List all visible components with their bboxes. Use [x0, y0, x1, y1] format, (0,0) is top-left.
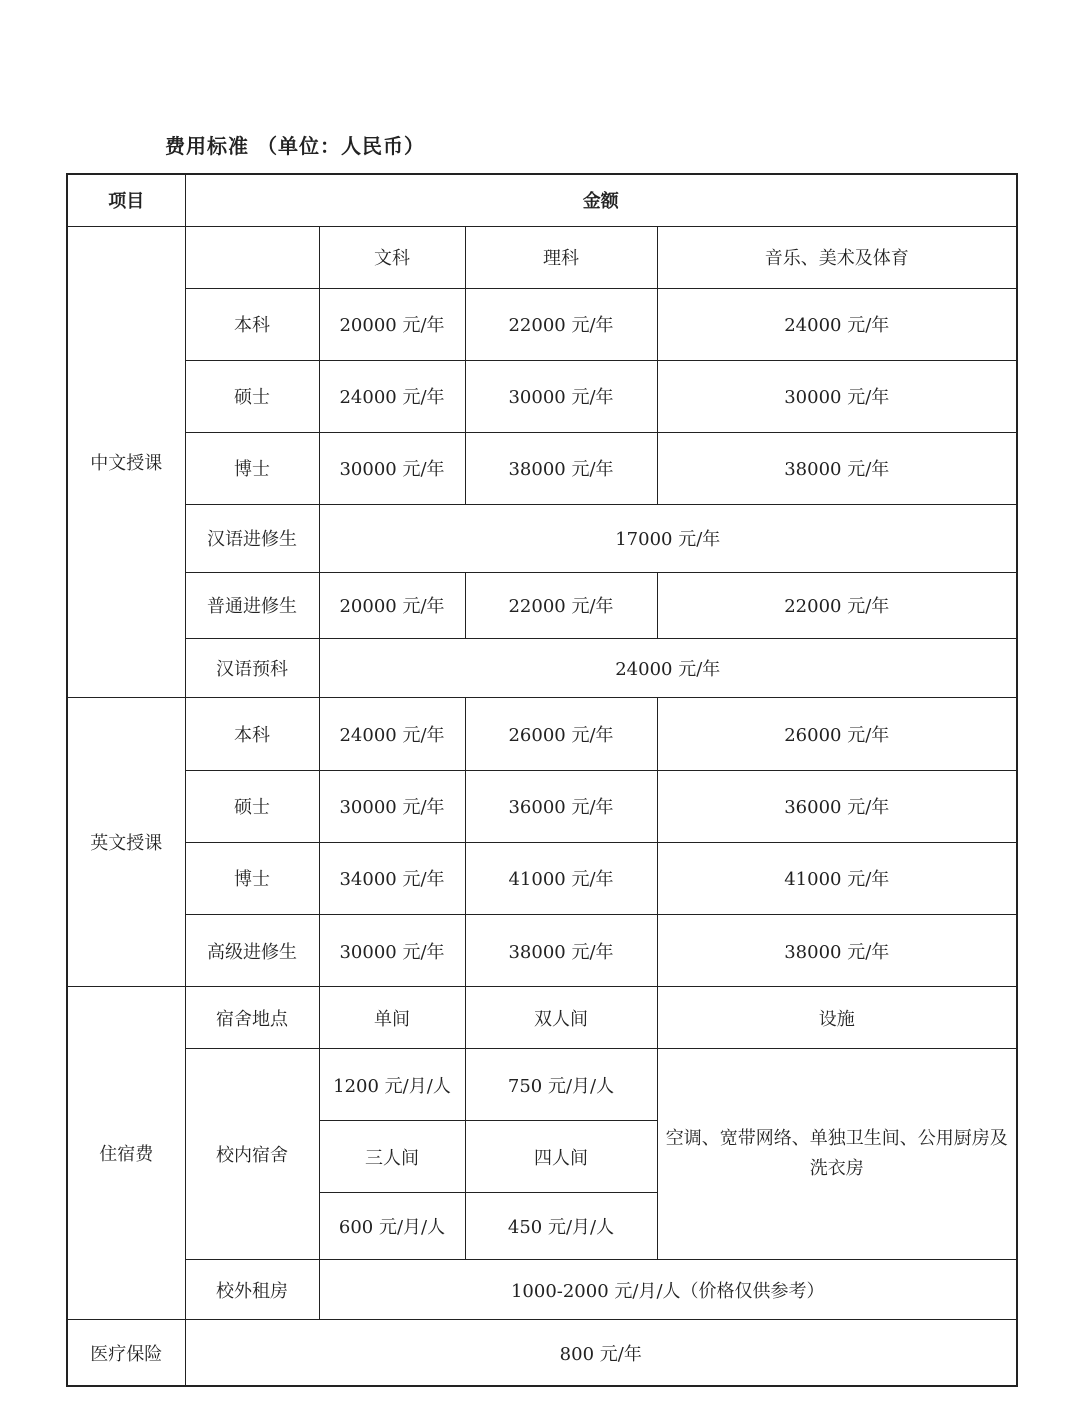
- table-row: [67, 226, 1017, 288]
- fee-cell: 30000 元/年: [465, 360, 657, 432]
- row-label: 本科: [185, 697, 319, 770]
- table-row: [67, 288, 1017, 360]
- fee-cell: 22000 元/年: [465, 288, 657, 360]
- table-row: [67, 504, 1017, 572]
- price-cell: 750 元/月/人: [465, 1049, 657, 1121]
- price-cell: 1000-2000 元/月/人（价格仅供参考）: [319, 1260, 1017, 1320]
- row-label: 普通进修生: [185, 572, 319, 638]
- fee-cell: 38000 元/年: [465, 915, 657, 987]
- table-header-row: [67, 174, 1017, 226]
- column-header: 设施: [657, 987, 1017, 1049]
- fee-cell: 41000 元/年: [657, 842, 1017, 914]
- fee-cell: 24000 元/年: [319, 638, 1017, 697]
- row-label: 校内宿舍: [185, 1049, 319, 1260]
- fee-cell: 24000 元/年: [319, 697, 465, 770]
- page-title: 费用标准 （单位：人民币）: [165, 134, 425, 158]
- table-row: [67, 1320, 1017, 1386]
- table-row: [67, 360, 1017, 432]
- table-row: [67, 1049, 1017, 1121]
- row-label: 高级进修生: [185, 915, 319, 987]
- section-label-english: 英文授课: [67, 697, 185, 986]
- fee-cell: 30000 元/年: [319, 915, 465, 987]
- table-row: [67, 842, 1017, 914]
- price-cell: 600 元/月/人: [319, 1193, 465, 1260]
- column-header: 双人间: [465, 987, 657, 1049]
- column-header: 单间: [319, 987, 465, 1049]
- room-type-label: 三人间: [319, 1121, 465, 1193]
- fee-cell: 38000 元/年: [657, 432, 1017, 504]
- row-label: 汉语进修生: [185, 504, 319, 572]
- fee-cell: 22000 元/年: [465, 572, 657, 638]
- table-row: [67, 770, 1017, 842]
- fee-cell: 38000 元/年: [465, 432, 657, 504]
- row-label: 硕士: [185, 770, 319, 842]
- fee-cell: 24000 元/年: [319, 360, 465, 432]
- fee-table: [66, 173, 1018, 1387]
- row-label: 博士: [185, 842, 319, 914]
- row-label: 博士: [185, 432, 319, 504]
- fee-cell: 24000 元/年: [657, 288, 1017, 360]
- section-label-insurance: 医疗保险: [67, 1320, 185, 1386]
- empty-cell: [185, 226, 319, 288]
- column-header: 音乐、美术及体育: [657, 226, 1017, 288]
- section-label-chinese: 中文授课: [67, 226, 185, 697]
- table-row: [67, 915, 1017, 987]
- table-row: [67, 1260, 1017, 1320]
- header-item: 项目: [67, 174, 185, 226]
- fee-cell: 17000 元/年: [319, 504, 1017, 572]
- facilities-cell: 空调、宽带网络、单独卫生间、公用厨房及洗衣房: [657, 1049, 1017, 1260]
- table-row: [67, 638, 1017, 697]
- fee-cell: 36000 元/年: [465, 770, 657, 842]
- table-row: [67, 697, 1017, 770]
- fee-cell: 41000 元/年: [465, 842, 657, 914]
- price-cell: 450 元/月/人: [465, 1193, 657, 1260]
- table-row: [67, 572, 1017, 638]
- section-label-housing: 住宿费: [67, 987, 185, 1320]
- fee-cell: 36000 元/年: [657, 770, 1017, 842]
- fee-cell: 20000 元/年: [319, 288, 465, 360]
- fee-cell: 20000 元/年: [319, 572, 465, 638]
- row-label: 校外租房: [185, 1260, 319, 1320]
- table-row: [67, 432, 1017, 504]
- fee-cell: 26000 元/年: [465, 697, 657, 770]
- fee-cell: 30000 元/年: [319, 432, 465, 504]
- header-amount: 金额: [185, 174, 1017, 226]
- row-label: 硕士: [185, 360, 319, 432]
- fee-cell: 30000 元/年: [657, 360, 1017, 432]
- table-row: [67, 987, 1017, 1049]
- column-header: 文科: [319, 226, 465, 288]
- row-label: 本科: [185, 288, 319, 360]
- price-cell: 1200 元/月/人: [319, 1049, 465, 1121]
- row-label: 宿舍地点: [185, 987, 319, 1049]
- column-header: 理科: [465, 226, 657, 288]
- fee-cell: 26000 元/年: [657, 697, 1017, 770]
- room-type-label: 四人间: [465, 1121, 657, 1193]
- fee-cell: 800 元/年: [185, 1320, 1017, 1386]
- fee-cell: 22000 元/年: [657, 572, 1017, 638]
- row-label: 汉语预科: [185, 638, 319, 697]
- fee-cell: 38000 元/年: [657, 915, 1017, 987]
- fee-cell: 34000 元/年: [319, 842, 465, 914]
- fee-cell: 30000 元/年: [319, 770, 465, 842]
